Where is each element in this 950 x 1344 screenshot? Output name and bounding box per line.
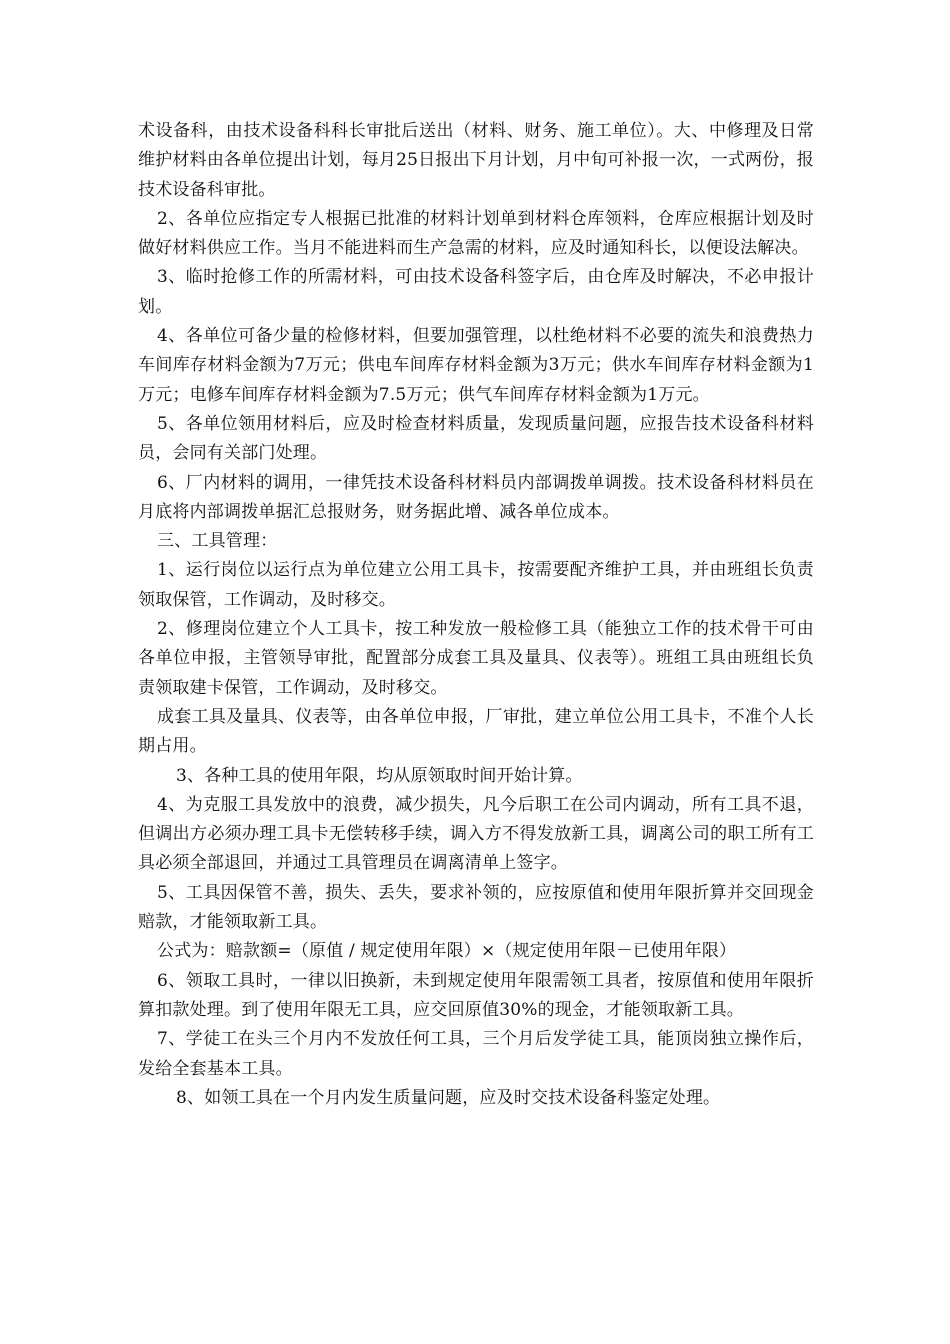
paragraph: 2、各单位应指定专人根据已批准的材料计划单到材料仓库领料，仓库应根据计划及时做好材料供应工作。当月不能进料而生产急需的材料，应及时通知科长，以便设法解决。 bbox=[138, 208, 814, 259]
paragraph: 1、运行岗位以运行点为单位建立公用工具卡，按需要配齐维护工具，并由班组长负责领取保管，工作调动，及时移交。 bbox=[138, 560, 814, 610]
paragraph: 6、厂内材料的调用，一律凭技术设备科材料员内部调拨单调拨。技术设备科材料员在月底将内部调拨单据汇总报财务，财务据此增、减各单位成本。 bbox=[138, 472, 814, 522]
paragraph: 成套工具及量具、仪表等，由各单位申报，厂审批，建立单位公用工具卡，不准个人长期占用。 bbox=[138, 706, 814, 757]
paragraph: 术设备科，由技术设备科科长审批后送出（材料、财务、施工单位）。大、中修理及日常维护材料由各单位提出计划，每月25日报出下月计划，月中旬可补报一次，一式两份，报技术设备科审批。 bbox=[138, 121, 814, 200]
paragraph: 3、临时抢修工作的所需材料，可由技术设备科签字后，由仓库及时解决，不必申报计划。 bbox=[138, 267, 814, 317]
formula-paragraph: 公式为：赔款额=（原值 / 规定使用年限）×（规定使用年限－已使用年限） bbox=[157, 941, 737, 962]
paragraph: 5、工具因保管不善，损失、丢失，要求补领的，应按原值和使用年限折算并交回现金赔款，才能领取新工具。 bbox=[138, 882, 814, 933]
section-heading: 三、工具管理： bbox=[157, 531, 278, 552]
paragraph: 6、领取工具时，一律以旧换新，未到规定使用年限需领工具者，按原值和使用年限折算扣款处理。到了使用年限无工具，应交回原值30%的现金，才能领取新工具。 bbox=[138, 970, 814, 1020]
document-body bbox=[138, 117, 814, 1113]
paragraph: 7、学徒工在头三个月内不发放任何工具，三个月后发学徒工具，能顶岗独立操作后，发给全套基本工具。 bbox=[138, 1029, 814, 1079]
paragraph: 4、各单位可备少量的检修材料，但要加强管理，以杜绝材料不必要的流失和浪费热力车间库存材料金额为7万元；供电车间库存材料金额为3万元；供水车间库存材料金额为1万元；电修车间库存材料金额为7.5万元；供气车间库存材料金额为1万元。 bbox=[138, 326, 814, 405]
paragraph: 3、各种工具的使用年限，均从原领取时间开始计算。 bbox=[176, 765, 583, 786]
paragraph: 5、各单位领用材料后，应及时检查材料质量，发现质量问题，应报告技术设备科材料员，会同有关部门处理。 bbox=[138, 413, 814, 464]
paragraph: 4、为克服工具发放中的浪费，减少损失，凡今后职工在公司内调动，所有工具不退，但调出方必须办理工具卡无偿转移手续，调入方不得发放新工具，调离公司的职工所有工具必须全部退回，并通过工具管理员在调离清单上签字。 bbox=[138, 794, 814, 874]
paragraph: 8、如领工具在一个月内发生质量问题，应及时交技术设备科鉴定处理。 bbox=[176, 1087, 721, 1108]
paragraph: 2、修理岗位建立个人工具卡，按工种发放一般检修工具（能独立工作的技术骨干可由各单位申报，主管领导审批，配置部分成套工具及量具、仪表等）。班组工具由班组长负责领取建卡保管，工作调动，及时移交。 bbox=[138, 619, 814, 698]
